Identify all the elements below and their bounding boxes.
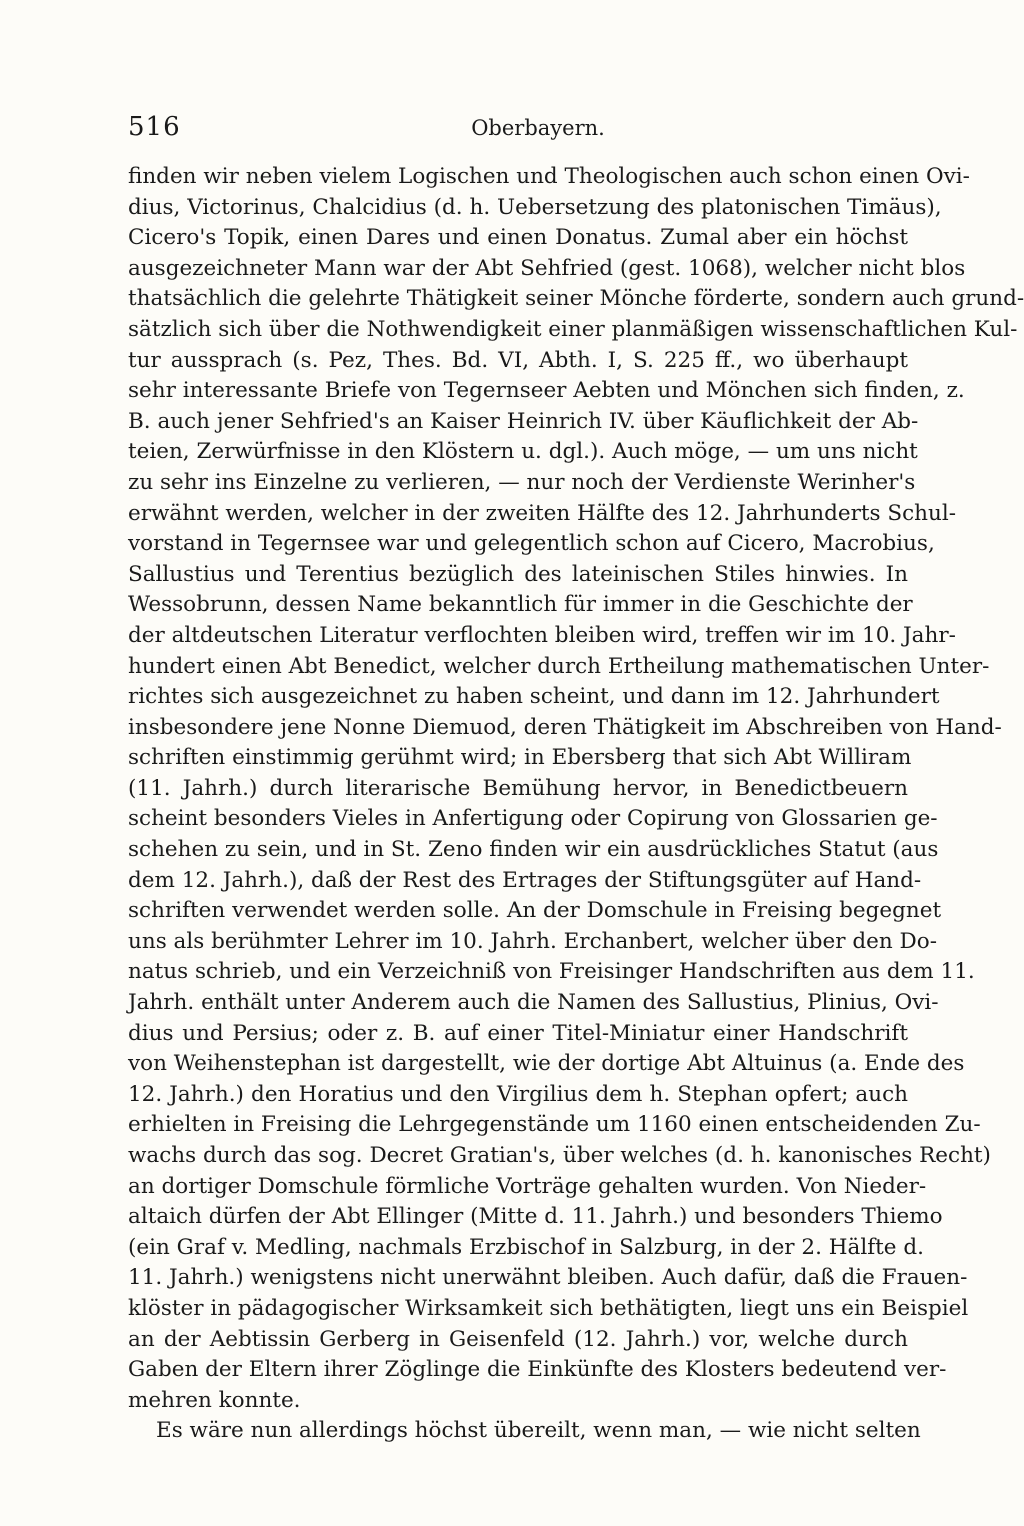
text-line: an dortiger Domschule förmliche Vorträge gehalten wurden. Von Nieder- [128, 1173, 927, 1199]
text-line: dem 12. Jahrh.), daß der Rest des Ertrages der Stiftungsgüter auf Hand- [128, 867, 922, 893]
text-line: sätzlich sich über die Nothwendigkeit einer planmäßigen wissenschaftlichen Kul- [128, 316, 1018, 342]
text-line: Gaben der Eltern ihrer Zöglinge die Einkünfte des Klosters bedeutend ver- [128, 1357, 947, 1383]
text-line: erhielten in Freising die Lehrgegenstände um 1160 einen entscheidenden Zu- [128, 1112, 981, 1138]
text-line: von Weihenstephan ist dargestellt, wie der dortige Abt Altuinus (a. Ende des [128, 1051, 965, 1077]
text-line: ausgezeichneter Mann war der Abt Sehfried (gest. 1068), welcher nicht blos [128, 255, 966, 281]
text-line: vorstand in Tegernsee war und gelegentlich schon auf Cicero, Macrobius, [128, 531, 935, 557]
text-line: Sallustius und Terentius bezüglich des lateinischen Stiles hinwies. In [128, 561, 908, 587]
page-number: 516 [128, 112, 181, 142]
text-line: thatsächlich die gelehrte Thätigkeit seiner Mönche förderte, sondern auch grund- [128, 286, 1024, 312]
text-line: an der Aebtissin Gerberg in Geisenfeld (12. Jahrh.) vor, welche durch [128, 1326, 908, 1352]
text-line: schriften einstimmig gerühmt wird; in Ebersberg that sich Abt Williram [128, 745, 912, 771]
text-line: altaich dürfen der Abt Ellinger (Mitte d. 11. Jahrh.) und besonders Thiemo [128, 1204, 943, 1230]
text-line: (11. Jahrh.) durch literarische Bemühung hervor, in Benedictbeuern [128, 775, 908, 801]
text-line: richtes sich ausgezeichnet zu haben scheint, und dann im 12. Jahrhundert [128, 684, 940, 710]
body-text [128, 162, 1024, 1447]
text-line: natus schrieb, und ein Verzeichniß von Freisinger Handschriften aus dem 11. [128, 959, 975, 985]
running-head: Oberbayern. [471, 116, 605, 140]
text-line: schriften verwendet werden solle. An der Domschule in Freising begegnet [128, 898, 942, 924]
text-line: wachs durch das sog. Decret Gratian's, über welches (d. h. kanonisches Recht) [128, 1143, 991, 1168]
text-line: klöster in pädagogischer Wirksamkeit sich bethätigten, liegt uns ein Beispiel [128, 1295, 969, 1321]
text-line: Cicero's Topik, einen Dares und einen Donatus. Zumal aber ein höchst [128, 225, 908, 251]
text-line: (ein Graf v. Medling, nachmals Erzbischof in Salzburg, in der 2. Hälfte d. [128, 1234, 924, 1260]
text-line: 11. Jahrh.) wenigstens nicht unerwähnt bleiben. Auch dafür, daß die Frauen- [128, 1265, 968, 1291]
text-line: der altdeutschen Literatur verflochten bleiben wird, treffen wir im 10. Jahr- [128, 622, 956, 648]
text-line: uns als berühmter Lehrer im 10. Jahrh. Erchanbert, welcher über den Do- [128, 928, 937, 954]
text-line: schehen zu sein, und in St. Zeno finden wir ein ausdrückliches Statut (aus [128, 837, 939, 863]
text-line: erwähnt werden, welcher in der zweiten Hälfte des 12. Jahrhunderts Schul- [128, 500, 957, 526]
text-line: teien, Zerwürfnisse in den Klöstern u. dgl.). Auch möge, — um uns nicht [128, 439, 918, 465]
text-line: 12. Jahrh.) den Horatius und den Virgilius dem h. Stephan opfert; auch [128, 1081, 908, 1107]
text-line: zu sehr ins Einzelne zu verlieren, — nur noch der Verdienste Werinher's [128, 469, 916, 495]
text-line: Jahrh. enthält unter Anderem auch die Namen des Sallustius, Plinius, Ovi- [128, 990, 939, 1016]
text-line: mehren konnte. [128, 1387, 301, 1413]
text-line: Wessobrunn, dessen Name bekanntlich für immer in die Geschichte der [128, 592, 913, 618]
text-line: dius und Persius; oder z. B. auf einer Titel-Miniatur einer Handschrift [128, 1020, 908, 1046]
text-line: dius, Victorinus, Chalcidius (d. h. Uebersetzung des platonischen Timäus), [128, 194, 942, 220]
text-line: hundert einen Abt Benedict, welcher durch Ertheilung mathematischen Unter- [128, 653, 990, 679]
text-line: finden wir neben vielem Logischen und Theologischen auch schon einen Ovi- [128, 164, 970, 189]
text-line: scheint besonders Vieles in Anfertigung oder Copirung von Glossarien ge- [128, 806, 938, 832]
text-line: tur aussprach (s. Pez, Thes. Bd. VI, Abth. I, S. 225 ff., wo überhaupt [128, 347, 908, 373]
text-line: sehr interessante Briefe von Tegernseer Aebten und Mönchen sich finden, z. [128, 378, 965, 404]
text-line: Es wäre nun allerdings höchst übereilt, wenn man, — wie nicht selten [156, 1418, 921, 1444]
text-line: insbesondere jene Nonne Diemuod, deren Thätigkeit im Abschreiben von Hand- [128, 714, 1002, 740]
text-line: B. auch jener Sehfried's an Kaiser Heinrich IV. über Käuflichkeit der Ab- [128, 408, 919, 434]
page-header [128, 112, 908, 152]
